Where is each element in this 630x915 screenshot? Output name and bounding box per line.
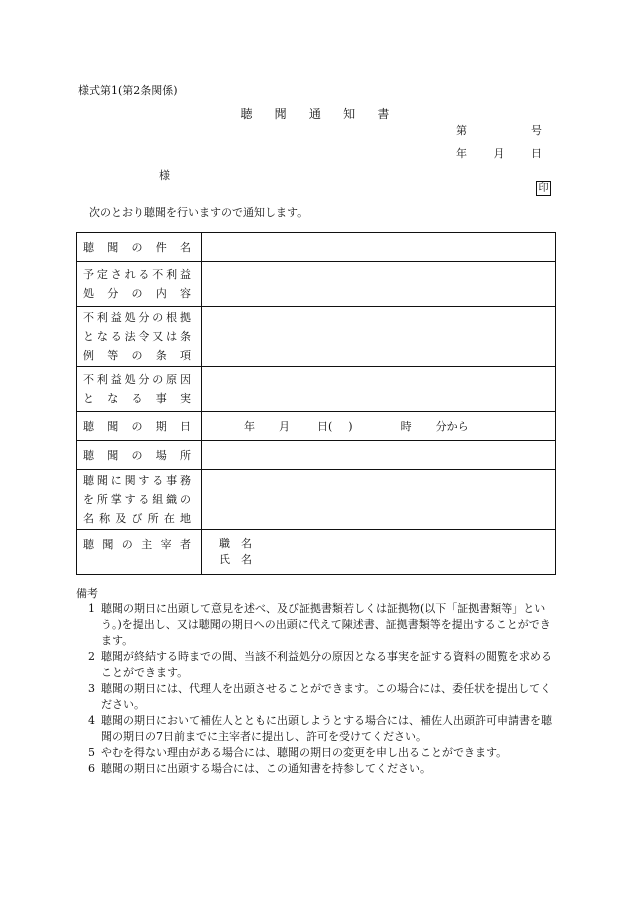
title-char: 知: [343, 107, 356, 121]
officer-title-label: 職 名: [219, 537, 252, 550]
intro-text: 次のとおり聴聞を行いますので通知します。: [89, 206, 309, 219]
datetime-day: 日(: [317, 419, 333, 433]
row-label: 聴 聞 の 期 日: [77, 412, 202, 441]
officer-fields: [217, 536, 555, 568]
row-label: 聴 聞 の 主 宰 者: [77, 530, 202, 575]
row-label: 不利益処分の原因 と な る 事 実: [77, 367, 202, 412]
officer-name-label: 氏 名: [219, 553, 252, 566]
date-day: 日: [531, 147, 542, 160]
organization-cell: [202, 470, 556, 530]
table-row: [77, 530, 556, 575]
title-char: 通: [308, 107, 322, 121]
note-number: 3: [88, 682, 95, 695]
row-label: 聴 聞 の 件 名: [77, 233, 202, 262]
datetime-minute: 分から: [435, 419, 469, 433]
table-row: [77, 470, 556, 530]
datetime-paren: ): [348, 419, 353, 433]
datetime-month: 月: [279, 419, 290, 433]
datetime-year: 年: [244, 419, 255, 433]
hearing-info-table: [76, 232, 556, 575]
table-row: [77, 262, 556, 307]
table-row: [77, 412, 556, 441]
hearing-location-cell: [202, 441, 556, 470]
note-number: 2: [88, 650, 95, 663]
title-char: 聴: [240, 107, 253, 121]
table-row: [77, 367, 556, 412]
addressee-honorific: 様: [159, 169, 170, 182]
date-year: 年: [456, 147, 467, 160]
presiding-officer-cell: [202, 530, 556, 575]
cause-facts-cell: [202, 367, 556, 412]
number-prefix: 第: [456, 124, 467, 137]
row-label: 聴 聞 の 場 所: [77, 441, 202, 470]
note-item: [88, 761, 558, 777]
date-month: 月: [493, 147, 505, 160]
document-title: [0, 105, 630, 122]
number-suffix: 号: [531, 124, 542, 137]
note-item: [88, 649, 558, 681]
row-label: 不利益処分の根拠 となる法令又は条 例 等 の 条 項: [77, 307, 202, 367]
note-item: [88, 681, 558, 713]
title-char: 書: [377, 107, 390, 121]
note-text: 聴聞の期日には、代理人を出頭させることができます。この場合には、委任状を提出してください。: [101, 682, 552, 711]
note-number: 5: [88, 746, 95, 759]
note-number: 1: [88, 602, 95, 615]
date-line: [456, 145, 542, 161]
note-text: 聴聞の期日において補佐人とともに出頭しようとする場合には、補佐人出頭許可申請書を聴聞の期日の7日前までに主宰者に提出し、許可を受けてください。: [101, 714, 552, 743]
note-text: 聴聞の期日に出頭して意見を述べ、及び証拠書類若しくは証拠物(以下「証拠書類等」という。)を提出し、又は聴聞の期日への出頭に代えて陳述書、証拠書類等を提出することができます。: [101, 602, 551, 647]
notes-heading: 備考: [76, 587, 98, 600]
note-item: [88, 601, 558, 649]
form-number: 様式第1(第2条関係): [78, 84, 178, 97]
table-row: [77, 233, 556, 262]
seal-mark: 印: [536, 181, 551, 196]
legal-basis-cell: [202, 307, 556, 367]
note-item: [88, 745, 558, 761]
note-text: 聴聞が終結する時までの間、当該不利益処分の原因となる事実を証する資料の閲覧を求めることができます。: [101, 650, 552, 679]
disposition-content-cell: [202, 262, 556, 307]
datetime-fields: [217, 417, 555, 436]
notes-list: [88, 601, 558, 777]
datetime-hour: 時: [400, 419, 412, 433]
note-number: 4: [88, 714, 95, 727]
note-text: やむを得ない理由がある場合には、聴聞の期日の変更を申し出ることができます。: [101, 746, 508, 759]
note-item: [88, 713, 558, 745]
row-label: 聴聞に関する事務 を所掌する組織の 名称及び所在地: [77, 470, 202, 530]
row-label: 予定される不利益 処 分 の 内 容: [77, 262, 202, 307]
note-text: 聴聞の期日に出頭する場合には、この通知書を持参してください。: [101, 762, 431, 775]
note-number: 6: [88, 762, 95, 775]
table-row: [77, 307, 556, 367]
title-char: 聞: [274, 107, 287, 121]
document-number-line: [456, 122, 542, 138]
case-name-cell: [202, 233, 556, 262]
hearing-datetime-cell: [202, 412, 556, 441]
table-row: [77, 441, 556, 470]
